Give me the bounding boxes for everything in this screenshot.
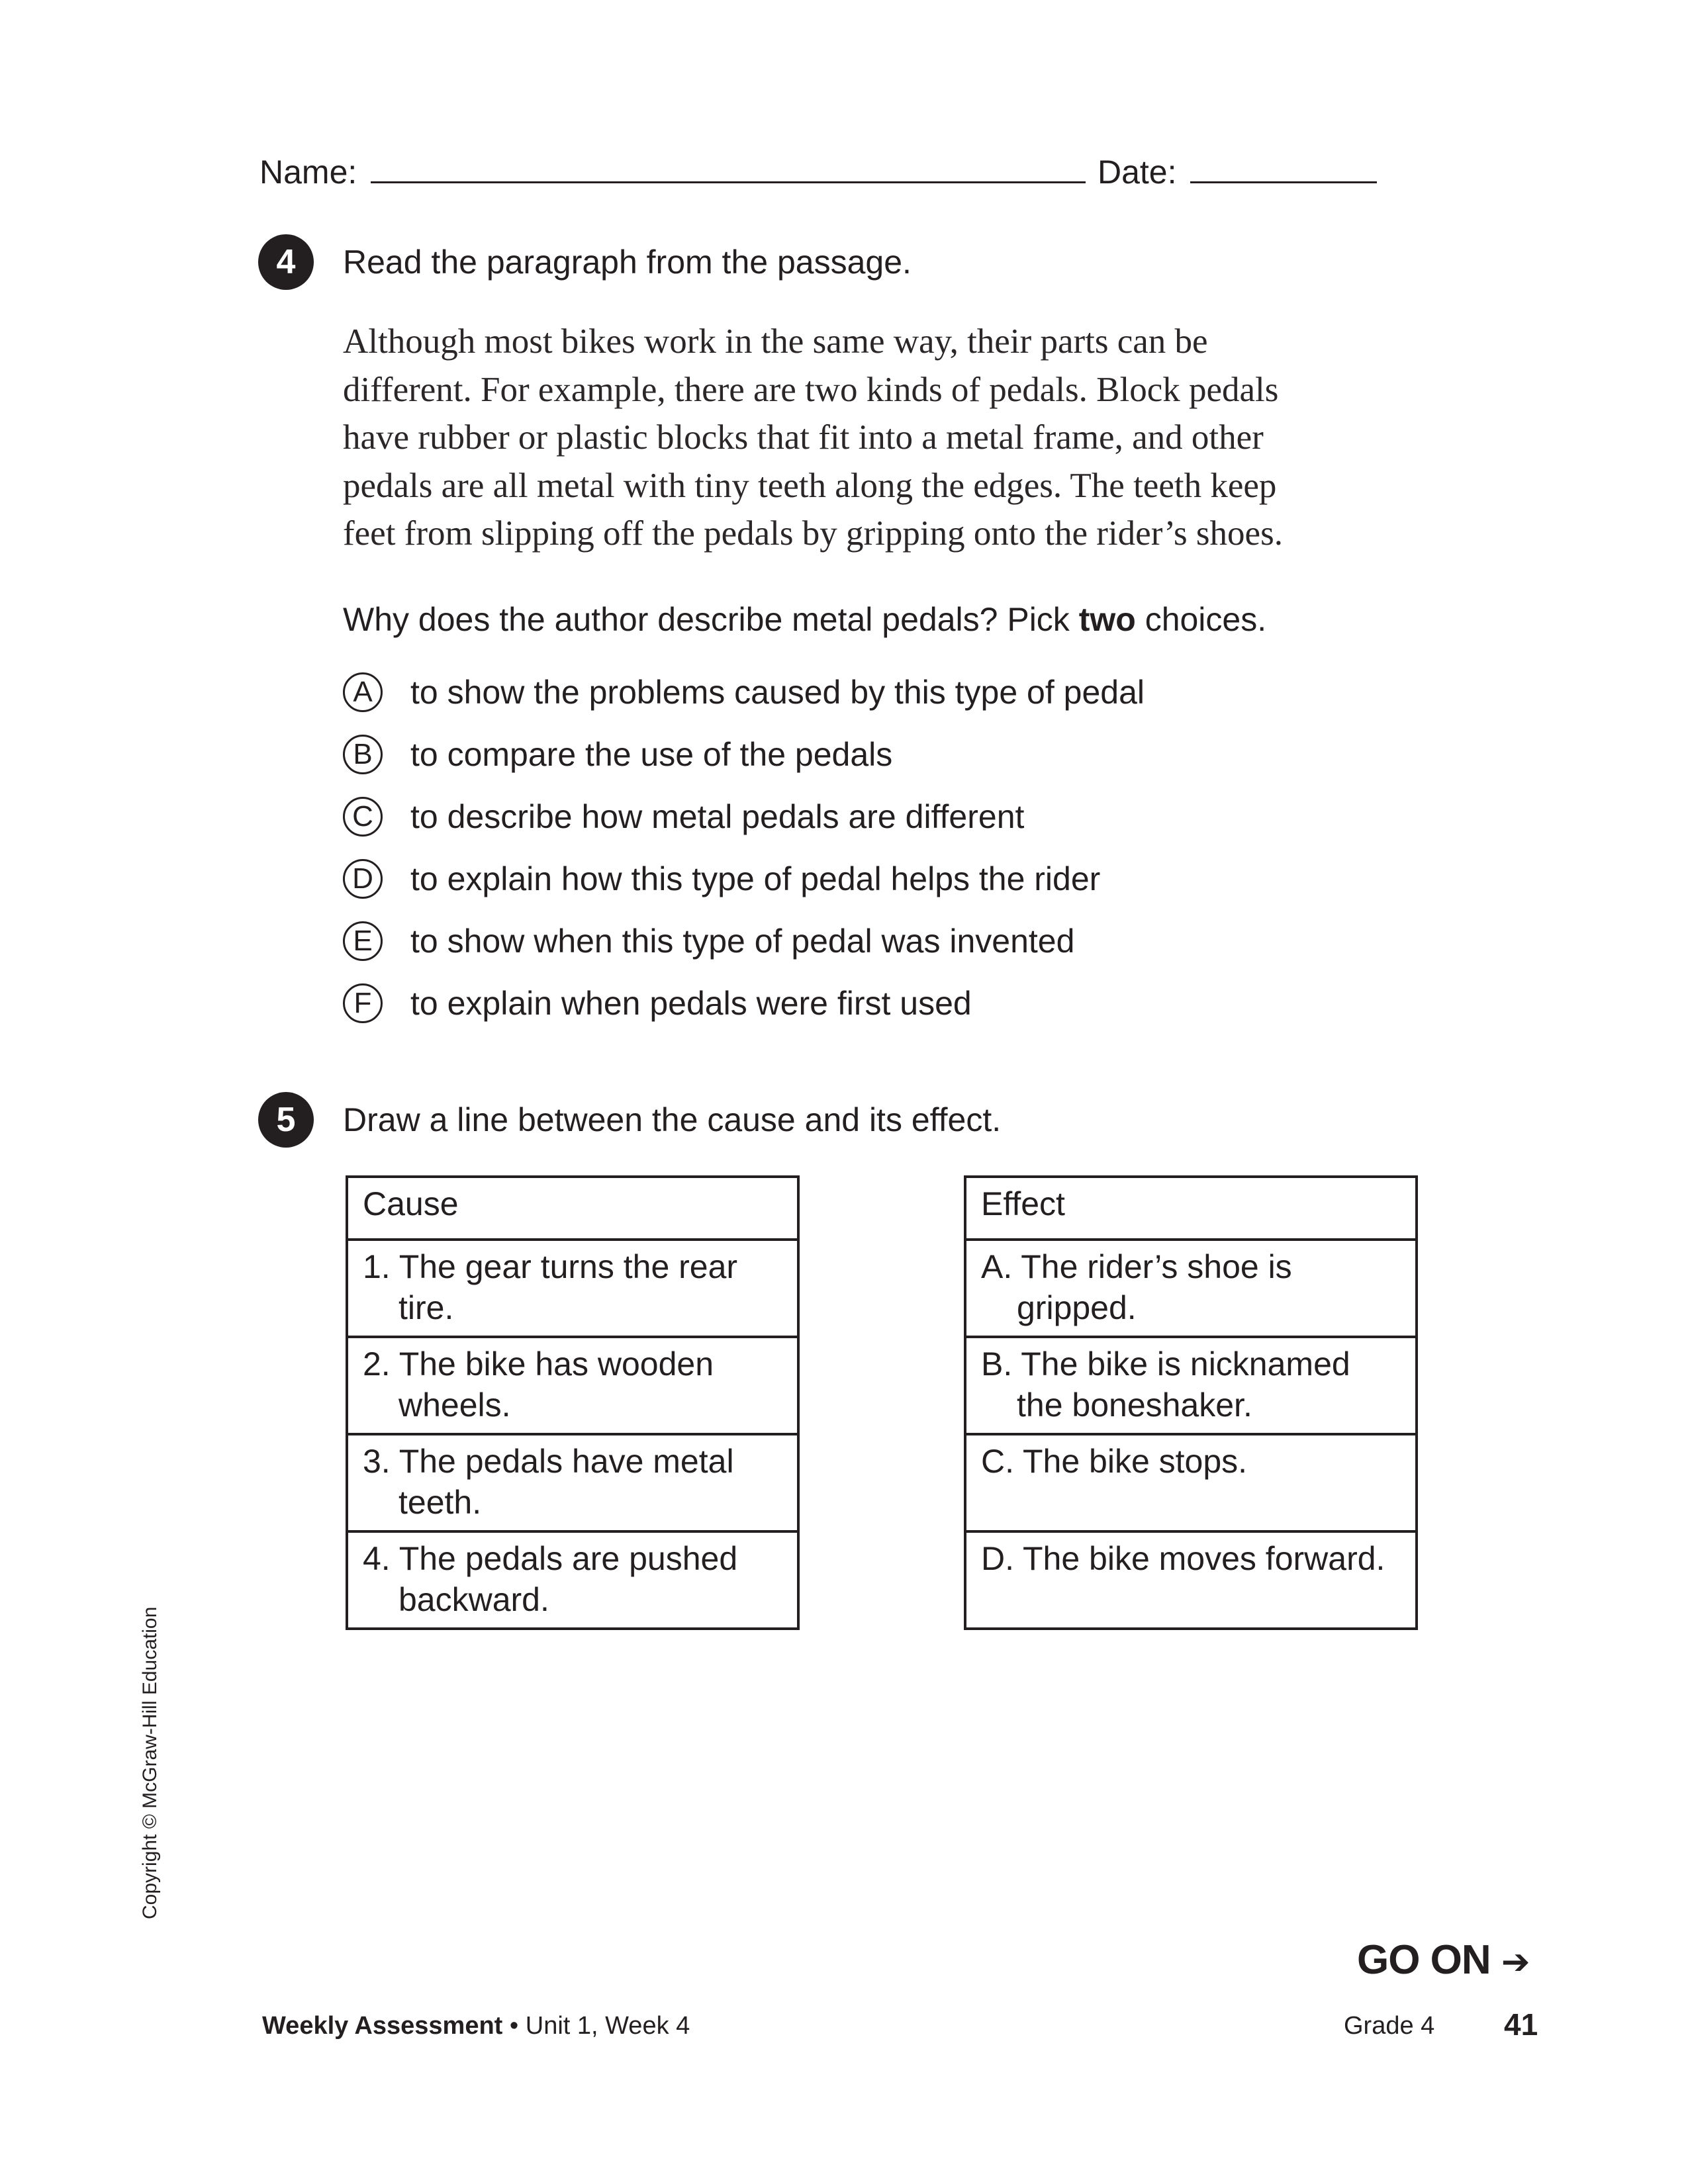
choice-c-text: to describe how metal pedals are different bbox=[410, 798, 1025, 835]
cause-cell-4[interactable] bbox=[347, 1531, 798, 1629]
answer-bubble-f[interactable]: F bbox=[343, 983, 383, 1023]
page-number: 41 bbox=[1504, 2007, 1538, 2042]
question-5-instruction: Draw a line between the cause and its effect. bbox=[343, 1101, 1002, 1138]
go-on-text: GO ON bbox=[1357, 1937, 1491, 1983]
effect-cell-d[interactable] bbox=[965, 1531, 1417, 1629]
passage-line: pedals are all metal with tiny teeth along the edges. The teeth keep bbox=[343, 466, 1277, 505]
cause-text-4: 4. The pedals are pushed backward. bbox=[363, 1540, 738, 1618]
right-arrow-icon: ➔ bbox=[1501, 1943, 1530, 1981]
cause-header: Cause bbox=[347, 1177, 798, 1240]
cause-cell-3[interactable] bbox=[347, 1434, 798, 1531]
answer-bubble-b[interactable]: B bbox=[343, 735, 383, 774]
footer-grade: Grade 4 bbox=[1344, 2012, 1435, 2040]
choice-b-text: to compare the use of the pedals bbox=[410, 736, 893, 773]
assessment-unit: • Unit 1, Week 4 bbox=[502, 2012, 690, 2040]
effect-header: Effect bbox=[965, 1177, 1417, 1240]
name-blank-line[interactable] bbox=[371, 181, 1086, 183]
prompt-text: Why does the author describe metal pedals? Pick bbox=[343, 601, 1079, 638]
cause-text-1: 1. The gear turns the rear tire. bbox=[363, 1248, 738, 1326]
passage-paragraph bbox=[343, 318, 1435, 558]
choice-a-text: to show the problems caused by this type of pedal bbox=[410, 674, 1145, 711]
assessment-title: Weekly Assessment bbox=[262, 2012, 503, 2040]
question-4-prompt bbox=[343, 600, 1266, 639]
date-blank-line[interactable] bbox=[1190, 181, 1377, 183]
passage-line: feet from slipping off the pedals by gripping onto the rider’s shoes. bbox=[343, 514, 1283, 553]
effect-cell-c[interactable] bbox=[965, 1434, 1417, 1531]
cause-text-3: 3. The pedals have metal teeth. bbox=[363, 1443, 734, 1521]
question-4-instruction: Read the paragraph from the passage. bbox=[343, 244, 912, 281]
effect-text-a: A. The rider’s shoe is gripped. bbox=[981, 1248, 1292, 1326]
question-4-number: 4 bbox=[258, 234, 314, 290]
answer-bubble-a[interactable]: A bbox=[343, 672, 383, 712]
choice-f-text: to explain when pedals were first used bbox=[410, 985, 972, 1022]
passage-line: have rubber or plastic blocks that fit into a metal frame, and other bbox=[343, 418, 1264, 457]
effect-table bbox=[964, 1175, 1418, 1630]
effect-text-b: B. The bike is nicknamed the boneshaker. bbox=[981, 1345, 1350, 1424]
effect-cell-b[interactable] bbox=[965, 1337, 1417, 1434]
footer-assessment bbox=[262, 2012, 690, 2040]
effect-cell-a[interactable] bbox=[965, 1240, 1417, 1337]
passage-line: different. For example, there are two kinds of pedals. Block pedals bbox=[343, 370, 1279, 409]
name-label: Name: bbox=[259, 154, 357, 191]
date-label: Date: bbox=[1098, 154, 1177, 191]
copyright-notice: Copyright © McGraw-Hill Education bbox=[139, 1606, 161, 1919]
passage-line: Although most bikes work in the same way, their parts can be bbox=[343, 322, 1208, 361]
choice-d-text: to explain how this type of pedal helps the rider bbox=[410, 860, 1101, 897]
cause-table bbox=[346, 1175, 800, 1630]
answer-bubble-c[interactable]: C bbox=[343, 797, 383, 837]
prompt-emphasis: two bbox=[1078, 601, 1136, 638]
cause-cell-1[interactable] bbox=[347, 1240, 798, 1337]
effect-text-c: C. The bike stops. bbox=[981, 1443, 1248, 1480]
answer-bubble-e[interactable]: E bbox=[343, 921, 383, 961]
go-on-label bbox=[1357, 1936, 1530, 1983]
cause-text-2: 2. The bike has wooden wheels. bbox=[363, 1345, 714, 1424]
answer-bubble-d[interactable]: D bbox=[343, 859, 383, 899]
choice-e-text: to show when this type of pedal was invented bbox=[410, 923, 1075, 960]
effect-text-d: D. The bike moves forward. bbox=[981, 1540, 1385, 1577]
question-5-number: 5 bbox=[258, 1092, 314, 1148]
cause-cell-2[interactable] bbox=[347, 1337, 798, 1434]
prompt-text-end: choices. bbox=[1135, 601, 1267, 638]
